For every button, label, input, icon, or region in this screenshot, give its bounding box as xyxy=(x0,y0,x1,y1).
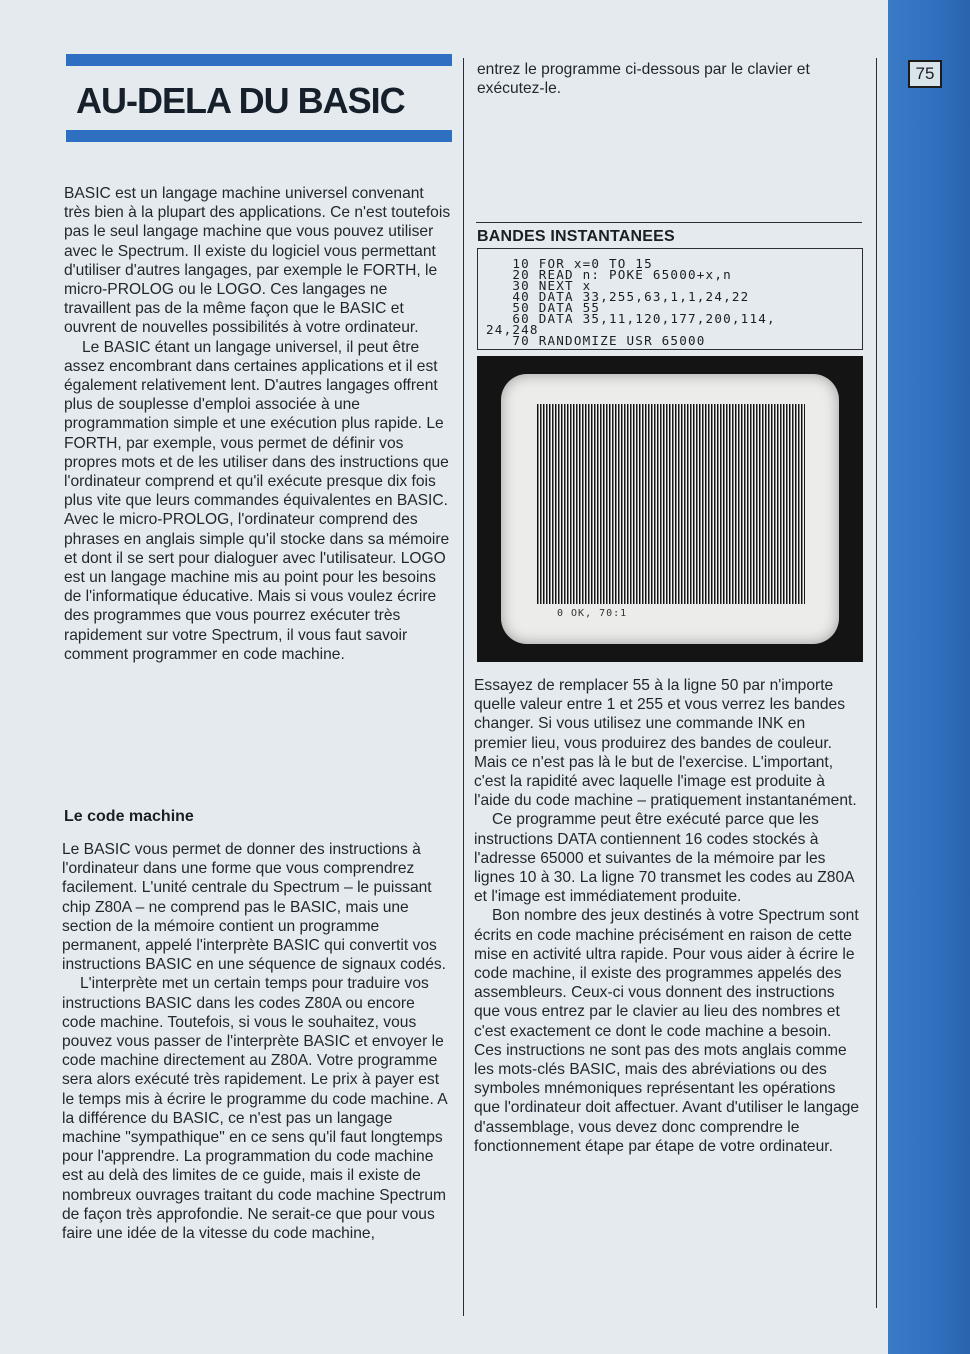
code-line: 20 READ n: POKE 65000+x,n xyxy=(486,267,732,282)
page-title: AU-DELA DU BASIC xyxy=(76,80,405,121)
right-body-text xyxy=(474,676,860,1156)
intro-paragraph-2: Le BASIC étant un langage universel, il peut être assez encombrant dans certaines applications et il est également relativement lent. D'autres langages offrent plus de souplesse d'emploi associée à une programmation simple et une exécution plus rapide. Le FORTH, par exemple, vous permet de définir vos propres mots et de les utiliser dans des instructions que l'ordinateur comprend et qu'il exécute presque dix fois plus vite que leurs commandes équivalentes en BASIC. Avec le micro-PROLOG, l'ordinateur comprend des phrases en anglais simple qu'il stocke dans sa mémoire et dont il se sert pour dialoguer avec l'utilisateur. LOGO est un langage machine mis au point pour les besoins de l'informatique éducative. Mais si vous voulez écrire des programmes que vous pourrez exécuter très rapidement sur votre Spectrum, il vous faut savoir comment programmer en code machine. xyxy=(64,338,450,663)
right-paragraph-2: Ce programme peut être exécuté parce que les instructions DATA contiennent 16 codes stockés à l'adresse 65000 et suivantes de la mémoire par les lignes 10 à 30. La ligne 70 transmet les codes au Z80A et l'image est immédiatement produite. xyxy=(474,811,854,906)
box-title: BANDES INSTANTANEES xyxy=(477,228,675,245)
code-line: 30 NEXT x xyxy=(486,278,592,293)
intro-paragraph-1: BASIC est un langage machine universel convenant très bien à la plupart des applications. Ce n'est toutefois pas le seul langage machine que vous pouvez utiliser avec le Spectrum. Il existe du logiciel vous permettant d'utiliser d'autres langages, par exemple le FORTH, le micro-PROLOG ou le LOGO. Ces langages ne travaillent pas de la même façon que le BASIC et ouvrent de nouvelles possibilités à votre ordinateur. xyxy=(64,185,451,337)
screen-status-text: 0 OK, 70:1 xyxy=(557,608,628,619)
intro-text xyxy=(64,184,452,664)
page-number: 75 xyxy=(908,60,942,88)
code-listing xyxy=(477,248,863,350)
box-rule xyxy=(476,222,862,223)
code-line: 60 DATA 35,11,120,177,200,114, xyxy=(486,311,776,326)
tv-screen xyxy=(501,374,839,644)
screen-photo xyxy=(477,356,863,662)
code-machine-paragraph-2: L'interprète met un certain temps pour traduire vos instructions BASIC dans les codes Z80A ou encore code machine. Toutefois, si vous le souhaitez, vous pouvez vous passer de l'interprète BASIC et envoyer le code machine directement au Z80A. Votre programme sera alors exécuté très rapidement. Le prix à payer est le temps mis à écrire le programme du code machine. A la différence du BASIC, ce n'est pas un langage machine "sympathique" en ce sens qu'il faut longtemps pour l'apprendre. La programmation du code machine est au delà des limites de ce guide, mais il existe de nombreux ouvrages traitant du code machine Spectrum de façon très approfondie. Ne serait-ce que pour vous faire une idée de la vitesse du code machine, xyxy=(62,975,447,1243)
code-machine-paragraph-1: Le BASIC vous permet de donner des instructions à l'ordinateur dans une forme que vous comprendrez facilement. L'unité centrale du Spectrum – le puissant chip Z80A – ne comprend pas le BASIC, mais une section de la mémoire contient un programme permanent, appelé l'interprète BASIC qui convertit vos instructions BASIC en une séquence de signaux codés. xyxy=(62,841,447,974)
section-heading-code-machine: Le code machine xyxy=(64,808,194,825)
barcode-stripes xyxy=(537,404,805,604)
continuation-paragraph: entrez le programme ci-dessous par le clavier et exécutez-le. xyxy=(477,61,810,98)
right-column-rule xyxy=(876,58,877,1308)
right-top-text xyxy=(477,60,861,98)
code-line: 10 FOR x=0 TO 15 xyxy=(486,256,653,271)
code-line: 40 DATA 33,255,63,1,1,24,22 xyxy=(486,289,750,304)
code-machine-text xyxy=(62,840,450,1243)
column-divider xyxy=(463,58,464,1316)
right-paragraph-3: Bon nombre des jeux destinés à votre Spectrum sont écrits en code machine précisément en raison de cette mise en activité ultra rapide. Pour vous aider à écrire le code machine, il existe des programmes appelés des assembleurs. Ceux-ci vous donnent des instructions que vous entrez par le clavier au lieu des nombres et c'est exactement ce dont le code machine a besoin. Ces instructions ne sont pas des mots anglais comme les mots-clés BASIC, mais des abréviations ou des symboles mnémoniques représentant les opérations que l'ordinateur doit affectuer. Avant d'utiliser le langage d'assemblage, vous devez donc comprendre le fonctionnement étape par étape de votre ordinateur. xyxy=(474,907,860,1155)
title-bar-top xyxy=(66,54,452,66)
title-bar-bottom xyxy=(66,130,452,142)
right-paragraph-1: Essayez de remplacer 55 à la ligne 50 par n'importe quelle valeur entre 1 et 255 et vous verrez les bandes changer. Si vous utilisez une commande INK en premier lieu, vous produirez des bandes de couleur. Mais ce n'est pas là le but de l'exercise. L'important, c'est la rapidité avec laquelle l'image est produite à l'aide du code machine – pratiquement instantanément. xyxy=(474,677,857,810)
code-line: 24,248 xyxy=(486,322,539,337)
code-line: 50 DATA 55 xyxy=(486,300,601,315)
code-line: 70 RANDOMIZE USR 65000 xyxy=(486,333,706,348)
blue-edge-strip xyxy=(888,0,970,1354)
